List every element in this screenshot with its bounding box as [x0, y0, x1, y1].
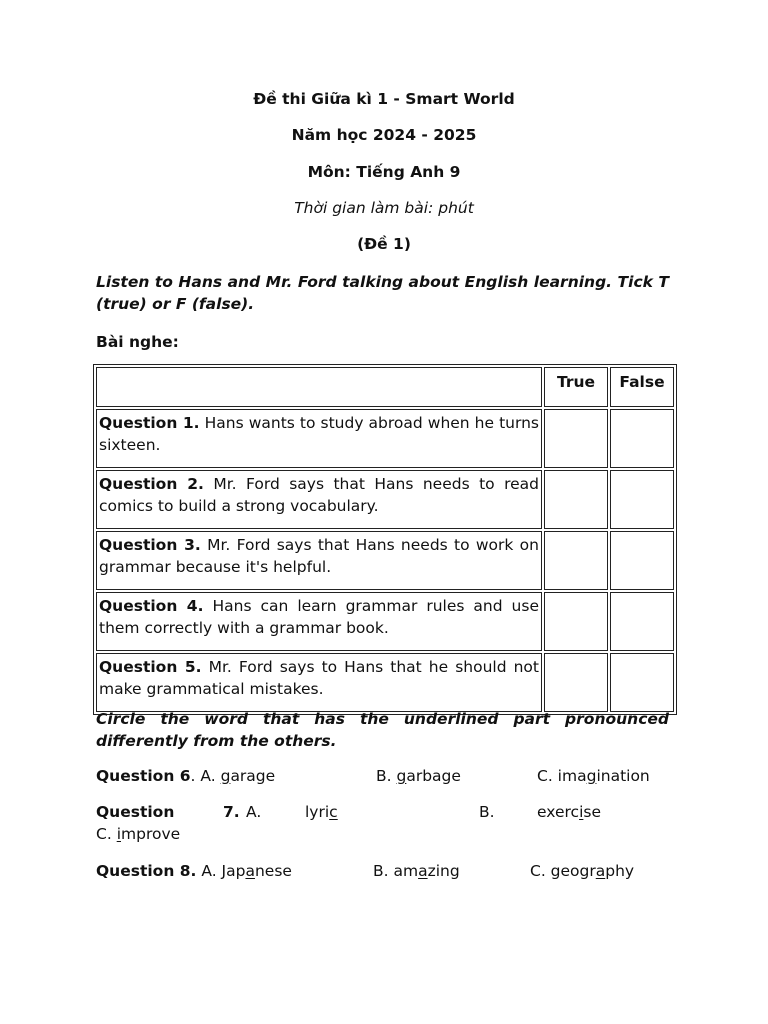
q7-option-a-prefix: lyri — [305, 803, 330, 821]
q6-option-a-rest: arage — [230, 767, 276, 785]
q6-option-b-rest: arbage — [406, 767, 461, 785]
false-answer-cell[interactable] — [610, 653, 674, 712]
true-answer-cell[interactable] — [544, 409, 608, 468]
exam-version: (Đề 1) — [357, 235, 411, 253]
true-answer-cell[interactable] — [544, 592, 608, 651]
listening-instruction: Listen to Hans and Mr. Ford talking about English learning. Tick T (true) or F (false). — [96, 273, 669, 313]
table-row — [96, 531, 674, 590]
question-text: Hans can learn grammar rules and use them correctly with a grammar book. — [99, 597, 539, 637]
question-cell — [96, 653, 542, 712]
table-row — [96, 592, 674, 651]
q7-option-a-underlined: c — [329, 803, 338, 821]
subject-line: Môn: Tiếng Anh 9 — [307, 163, 461, 181]
question-6 — [96, 767, 275, 785]
school-year: Năm học 2024 - 2025 — [291, 126, 477, 144]
q7-option-b[interactable] — [537, 803, 601, 821]
q8-option-b-rest: zing — [427, 862, 460, 880]
true-answer-cell[interactable] — [544, 470, 608, 529]
question-label: Question 4. — [99, 597, 204, 615]
table-row — [96, 653, 674, 712]
question-label: Question 1. — [99, 414, 200, 432]
question-label: Question 5. — [99, 658, 202, 676]
q6-option-c-prefix: C. ima — [537, 767, 587, 785]
q8-option-c-rest: phy — [605, 862, 635, 880]
q6-option-c-rest: ination — [596, 767, 650, 785]
question-text: Mr. Ford says that Hans needs to read comics to build a strong vocabulary. — [99, 475, 539, 515]
header-blank-cell — [96, 367, 542, 407]
question-7-number: 7. — [223, 803, 240, 821]
header-false: False — [610, 367, 674, 407]
q6-option-c[interactable] — [537, 767, 650, 785]
q8-option-b-prefix: B. am — [373, 862, 419, 880]
false-answer-cell[interactable] — [610, 470, 674, 529]
true-false-table — [93, 364, 677, 715]
true-answer-cell[interactable] — [544, 531, 608, 590]
q6-option-a-underlined: g — [220, 767, 231, 785]
q8-option-a-underlined: a — [245, 862, 255, 880]
exam-title: Đề thi Giữa kì 1 - Smart World — [253, 90, 515, 108]
q7-option-c-rest: mprove — [121, 825, 181, 843]
q7-option-b-letter: B. — [479, 803, 495, 821]
pronunciation-instruction: Circle the word that has the underlined part pronounced differently from the others. — [96, 710, 669, 750]
true-answer-cell[interactable] — [544, 653, 608, 712]
false-answer-cell[interactable] — [610, 531, 674, 590]
false-answer-cell[interactable] — [610, 592, 674, 651]
q7-option-b-underlined: i — [579, 803, 584, 821]
false-answer-cell[interactable] — [610, 409, 674, 468]
question-label: Question 2. — [99, 475, 204, 493]
q7-option-a[interactable] — [305, 803, 338, 821]
listening-label: Bài nghe: — [96, 333, 179, 351]
table-header-row — [96, 367, 674, 407]
question-8 — [96, 862, 292, 880]
q8-option-c[interactable] — [530, 862, 634, 880]
q7-option-c-prefix: C. — [96, 825, 117, 843]
q7-option-b-prefix: exerc — [537, 803, 580, 821]
q8-option-c-prefix: C. geogr — [530, 862, 596, 880]
table-row — [96, 409, 674, 468]
q7-option-c-underlined: i — [116, 825, 121, 843]
question-cell — [96, 470, 542, 529]
q6-option-c-underlined: g — [586, 767, 597, 785]
header-true: True — [544, 367, 608, 407]
question-cell — [96, 531, 542, 590]
question-text: Mr. Ford says that Hans needs to work on grammar because it's helpful. — [99, 536, 539, 576]
question-8-label: Question 8. — [96, 862, 197, 880]
q6-option-b-prefix: B. — [376, 767, 397, 785]
question-cell — [96, 409, 542, 468]
time-line: Thời gian làm bài: phút — [294, 199, 474, 217]
q7-option-c[interactable] — [96, 825, 180, 843]
q6-option-a-prefix: . A. — [190, 767, 221, 785]
q7-option-a-letter: A. — [246, 803, 262, 821]
question-6-label: Question 6 — [96, 767, 191, 785]
q8-option-a-prefix: A. Jap — [196, 862, 246, 880]
q8-option-b-underlined: a — [418, 862, 428, 880]
q8-option-c-underlined: a — [595, 862, 606, 880]
q6-option-b-underlined: g — [396, 767, 407, 785]
question-text: Hans wants to study abroad when he turns sixteen. — [99, 414, 539, 454]
question-text: Mr. Ford says to Hans that he should not make grammatical mistakes. — [99, 658, 539, 698]
question-7-label: Question — [96, 803, 175, 821]
q7-option-b-rest: se — [583, 803, 601, 821]
question-label: Question 3. — [99, 536, 201, 554]
table-row — [96, 470, 674, 529]
q6-option-b[interactable] — [376, 767, 461, 785]
q8-option-a-rest: nese — [254, 862, 292, 880]
q8-option-b[interactable] — [373, 862, 460, 880]
question-cell — [96, 592, 542, 651]
